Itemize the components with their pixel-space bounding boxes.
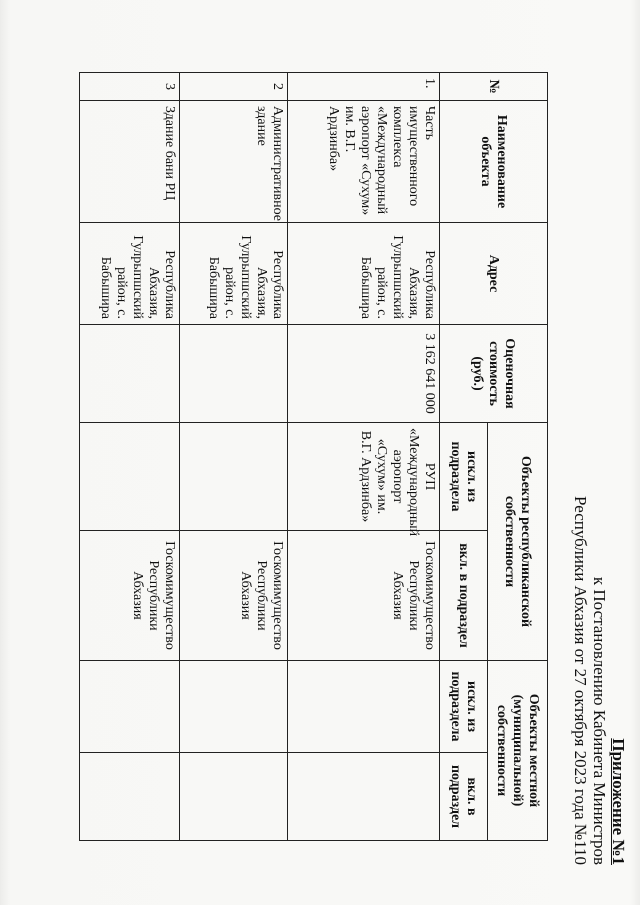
appendix-line-1: к Постановлению Кабинета Министров <box>590 576 609 865</box>
row-local-excl <box>180 661 288 753</box>
row-address: Республика Абхазия, Гулрыпшский район, с. Бабышира <box>180 223 288 325</box>
table-row <box>80 73 180 841</box>
row-address: Республика Абхазия, Гулрыпшский район, с. Бабышира <box>80 223 180 325</box>
row-local-incl <box>180 753 288 841</box>
table-row <box>180 73 288 841</box>
row-value <box>180 325 288 423</box>
col-local-excl-header: искл. из подраздела <box>440 661 488 753</box>
row-local-excl <box>80 661 180 753</box>
table-row <box>288 73 440 841</box>
rotated-document <box>76 0 640 905</box>
row-value: 3 162 641 000 <box>288 325 440 423</box>
col-republic-incl-header: вкл. в подраздел <box>440 531 488 661</box>
col-value-header: Оценочная стоимость (руб.) <box>440 325 548 423</box>
col-local-header: Объекты местной (муниципальной) собственности <box>488 661 548 841</box>
row-address: Республика Абхазия, Гулрыпшский район, с. Бабышира <box>288 223 440 325</box>
row-incl: Госкомимущество Республики Абхазия <box>180 531 288 661</box>
appendix-line-2: Республики Абхазия от 27 октября 2023 года №110 <box>571 496 590 865</box>
appendix-title: Приложение №1 <box>609 738 628 865</box>
row-local-excl <box>288 661 440 753</box>
row-incl: Госкомимущество Республики Абхазия <box>288 531 440 661</box>
objects-table <box>79 72 548 841</box>
col-number-header: № <box>440 73 548 101</box>
row-number: 3 <box>80 73 180 101</box>
row-incl: Госкомимущество Республики Абхазия <box>80 531 180 661</box>
col-republic-header: Объекты республиканской собственности <box>488 423 548 661</box>
row-local-incl <box>80 753 180 841</box>
row-number: 2 <box>180 73 288 101</box>
row-number: 1. <box>288 73 440 101</box>
row-name: Часть имущественного комплекса «Международный аэропорт «Сухум» им. В.Г. Ардзинба» <box>288 101 440 223</box>
appendix-header <box>571 0 628 865</box>
col-local-incl-header: вкл. в подраздел <box>440 753 488 841</box>
row-excl <box>180 423 288 531</box>
row-value <box>80 325 180 423</box>
row-local-incl <box>288 753 440 841</box>
col-address-header: Адрес <box>440 223 548 325</box>
row-name: Административное здание <box>180 101 288 223</box>
row-excl <box>80 423 180 531</box>
row-name: Здание бани РЦ <box>80 101 180 223</box>
col-republic-excl-header: искл. из подраздела <box>440 423 488 531</box>
col-name-header: Наименование объекта <box>440 101 548 223</box>
row-excl: РУП «Международный аэропорт «Сухум» им. В.Г. Ардзинба» <box>288 423 440 531</box>
header-row-1 <box>488 73 548 841</box>
